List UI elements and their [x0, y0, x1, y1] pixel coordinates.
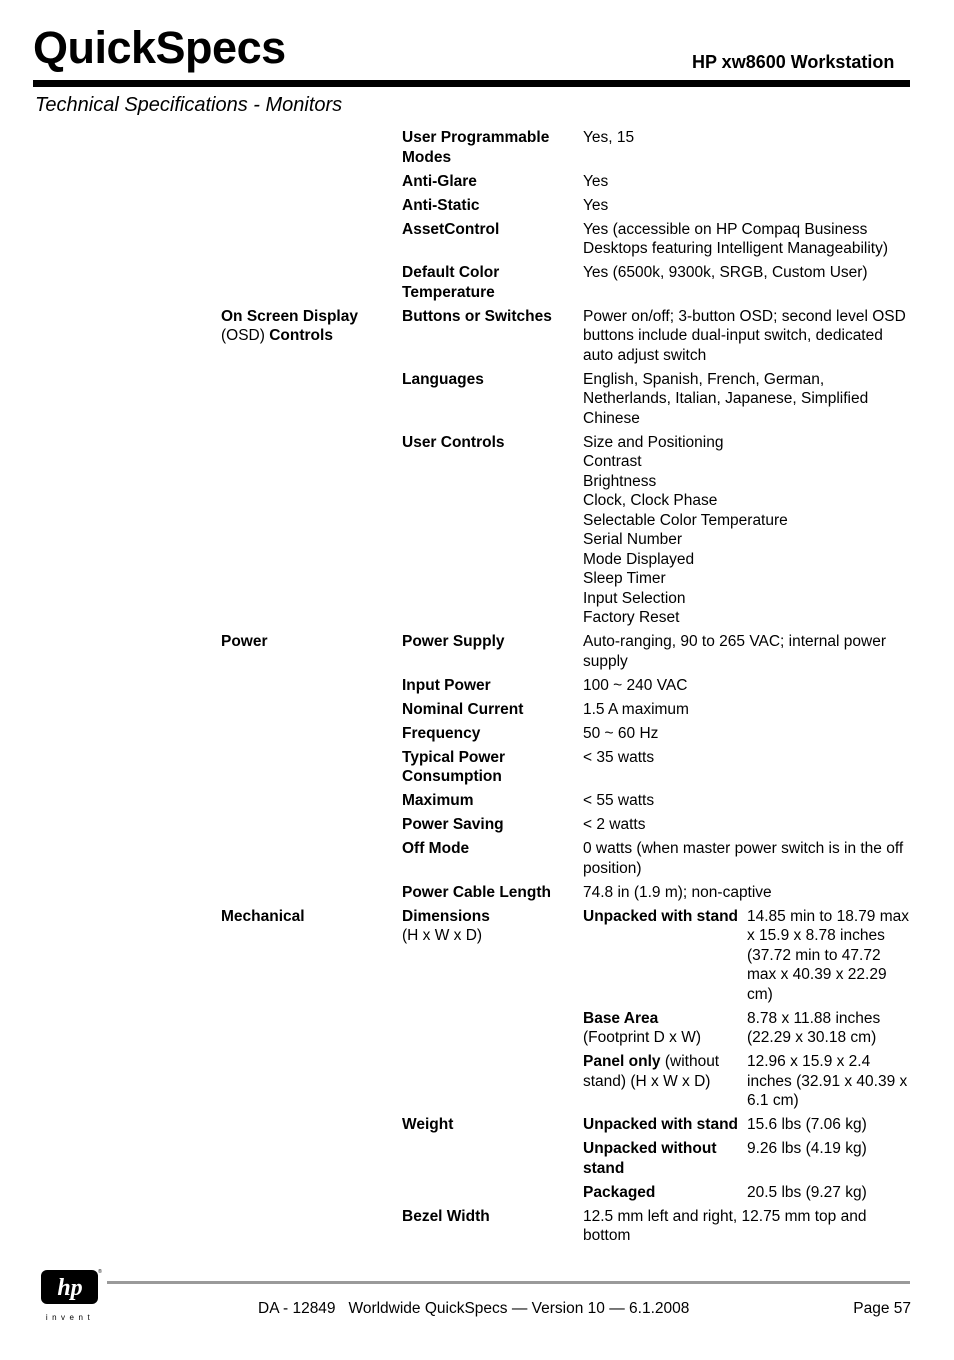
table-row — [221, 1009, 911, 1053]
table-row — [221, 748, 911, 792]
footer-text: DA - 12849 Worldwide QuickSpecs — Version 10 — 6.1.2008 — [258, 1300, 690, 1317]
table-row — [221, 632, 911, 676]
spec-value: Yes, 15 — [583, 129, 635, 146]
spec-label: User Programmable Modes — [402, 129, 550, 166]
spec-label: Languages — [402, 370, 484, 388]
spec-label: Typical Power Consumption — [402, 748, 506, 785]
sub-label: Unpacked without stand — [583, 1140, 717, 1177]
sub-value: 15.6 lbs (7.06 kg) — [747, 1116, 867, 1133]
list-item: Sleep Timer — [583, 570, 666, 587]
table-row — [221, 172, 911, 196]
spec-value: 50 ~ 60 Hz — [583, 724, 659, 742]
svg-text:invent: invent — [45, 1313, 95, 1322]
hp-logo — [40, 1266, 102, 1322]
table-row — [221, 907, 911, 1009]
sub-label: Base Area (Footprint D x W) — [583, 1009, 701, 1046]
spec-value: Yes — [583, 196, 609, 214]
spec-label: Off Mode — [402, 840, 470, 857]
spec-label: Anti-Glare — [402, 172, 477, 190]
sub-label: Unpacked with stand — [583, 907, 739, 925]
spec-label: AssetControl — [402, 220, 500, 238]
spec-label: Frequency — [402, 724, 481, 742]
list-item: Size and Positioning — [583, 433, 724, 451]
table-row — [221, 263, 911, 307]
spec-label: Power Supply — [402, 633, 505, 650]
footer-rule — [107, 1281, 910, 1284]
sub-label: Panel only (without stand) (H x W x D) — [583, 1053, 720, 1090]
table-row — [221, 1207, 911, 1251]
list-item: Contrast — [583, 453, 642, 470]
spec-value: 74.8 in (1.9 m); non-captive — [583, 883, 772, 901]
spec-label: Input Power — [402, 676, 491, 694]
table-row — [221, 370, 911, 433]
spec-value: Yes — [583, 172, 609, 190]
spec-value: Power on/off; 3-button OSD; second level OSD buttons include dual-input switch, dedicated auto adjust switch — [583, 307, 906, 364]
list-item: Serial Number — [583, 531, 683, 548]
sub-label: Packaged — [583, 1183, 656, 1201]
table-row — [221, 724, 911, 748]
list-item: Clock, Clock Phase — [583, 492, 718, 509]
spec-value: Yes (6500k, 9300k, SRGB, Custom User) — [583, 264, 868, 281]
table-row — [221, 433, 911, 633]
spec-value: Yes (accessible on HP Compaq Business Desktops featuring Intelligent Manageability) — [583, 220, 889, 257]
product-name: HP xw8600 Workstation — [692, 52, 895, 72]
sub-value: 20.5 lbs (9.27 kg) — [747, 1183, 867, 1201]
spec-value: 1.5 A maximum — [583, 700, 689, 718]
spec-label: Anti-Static — [402, 196, 480, 214]
table-row — [221, 220, 911, 264]
sub-value: 14.85 min to 18.79 max x 15.9 x 8.78 inches (37.72 min to 47.72 max x 40.39 x 22.29 cm) — [747, 907, 909, 1003]
page-number: Page 57 — [853, 1300, 911, 1317]
spec-label: Default Color Temperature — [402, 264, 500, 301]
spec-value: 12.5 mm left and right, 12.75 mm top and bottom — [583, 1207, 867, 1244]
spec-label: User Controls — [402, 433, 505, 451]
table-row — [221, 1052, 911, 1115]
table-row — [221, 839, 911, 883]
header-rule — [33, 80, 910, 87]
sub-label: Unpacked with stand — [583, 1116, 739, 1133]
table-row — [221, 676, 911, 700]
spec-value: < 2 watts — [583, 816, 646, 833]
section-label-osd: On Screen Display (OSD) Controls — [221, 307, 358, 344]
section-label-power: Power — [221, 633, 268, 650]
table-row — [221, 1115, 911, 1139]
list-item: Brightness — [583, 472, 657, 490]
spec-label: Weight — [402, 1116, 454, 1133]
table-row — [221, 1183, 911, 1207]
spec-label: Maximum — [402, 792, 474, 809]
spec-label: Power Saving — [402, 816, 504, 833]
table-row — [221, 815, 911, 839]
spec-label: Power Cable Length — [402, 883, 551, 901]
section-label-mechanical: Mechanical — [221, 907, 305, 925]
spec-table — [221, 128, 911, 1250]
table-row — [221, 791, 911, 815]
spec-value: 0 watts (when master power switch is in the off position) — [583, 840, 904, 877]
spec-value: Auto-ranging, 90 to 265 VAC; internal power supply — [583, 633, 887, 670]
section-subtitle: Technical Specifications - Monitors — [35, 94, 343, 116]
list-item: Factory Reset — [583, 609, 680, 626]
table-row — [221, 196, 911, 220]
spec-value-list — [583, 433, 911, 633]
sub-value: 12.96 x 15.9 x 2.4 inches (32.91 x 40.39 x 6.1 cm) — [747, 1053, 908, 1109]
table-row — [221, 307, 911, 370]
spec-value: < 55 watts — [583, 792, 655, 809]
table-row — [221, 883, 911, 907]
list-item: Selectable Color Temperature — [583, 511, 788, 529]
spec-label: Bezel Width — [402, 1207, 490, 1225]
brand-title: QuickSpecs — [33, 22, 286, 73]
section-cell — [221, 128, 402, 172]
table-row — [221, 700, 911, 724]
list-item: Input Selection — [583, 589, 686, 607]
spec-label: Dimensions (H x W x D) — [402, 907, 490, 944]
table-row — [221, 128, 911, 172]
spec-value: 100 ~ 240 VAC — [583, 676, 688, 694]
sub-value: 8.78 x 11.88 inches (22.29 x 30.18 cm) — [747, 1009, 881, 1046]
svg-text:hp: hp — [57, 1275, 83, 1301]
svg-text:®: ® — [98, 1269, 102, 1275]
spec-label: Nominal Current — [402, 700, 524, 718]
spec-value: English, Spanish, French, German, Netherlands, Italian, Japanese, Simplified Chinese — [583, 370, 869, 427]
list-item: Mode Displayed — [583, 550, 695, 568]
spec-label: Buttons or Switches — [402, 307, 552, 325]
spec-value: < 35 watts — [583, 748, 655, 766]
sub-value: 9.26 lbs (4.19 kg) — [747, 1140, 867, 1157]
table-row — [221, 1139, 911, 1183]
